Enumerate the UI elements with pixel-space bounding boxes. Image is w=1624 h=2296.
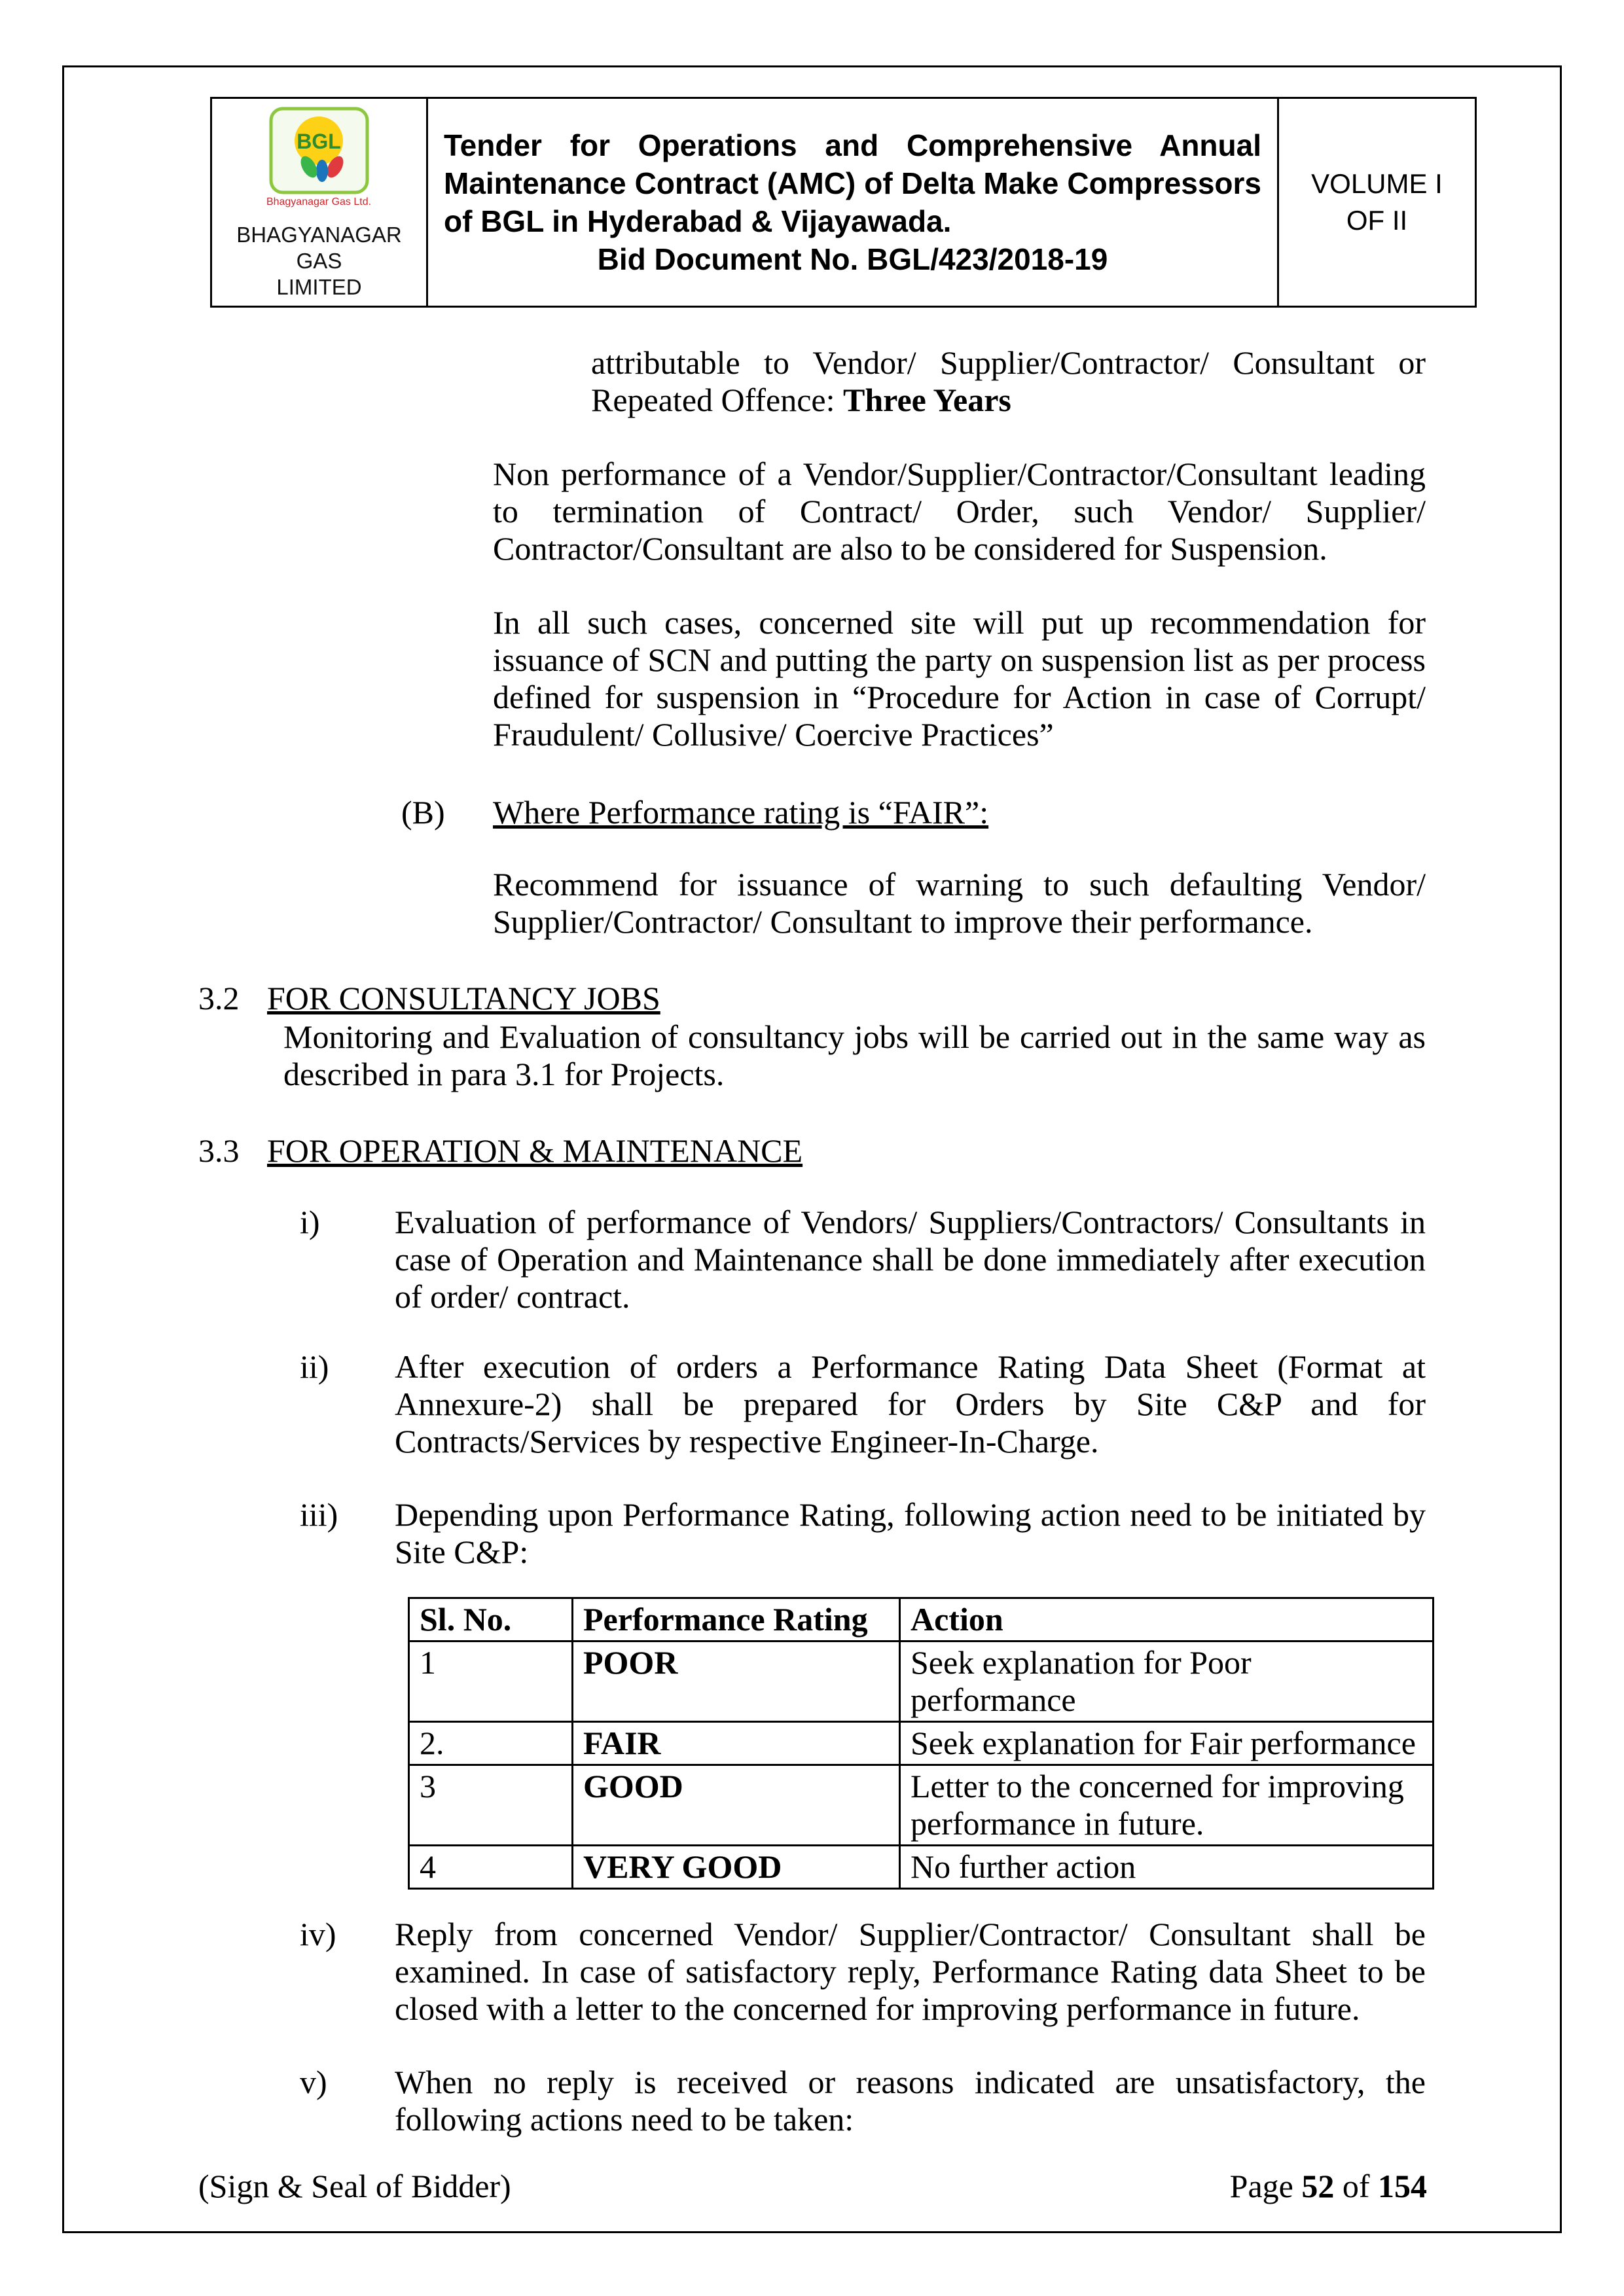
clause-b xyxy=(401,794,1426,831)
section-3-2-title: FOR CONSULTANCY JOBS xyxy=(267,980,660,1016)
bgl-logo-icon xyxy=(262,107,376,211)
logo-sub-text: Bhagyanagar Gas Ltd. xyxy=(266,196,372,207)
cell-action: Seek explanation for Fair performance xyxy=(900,1722,1434,1765)
header-sl-no: Sl. No. xyxy=(409,1598,573,1641)
section-3-3-number: 3.3 xyxy=(198,1132,240,1169)
header-performance-rating: Performance Rating xyxy=(573,1598,900,1641)
org-name-line1: BHAGYANAGAR GAS xyxy=(236,223,402,273)
table-row xyxy=(409,1641,1434,1722)
cell-sl: 4 xyxy=(409,1846,573,1889)
logo-abbr-text: BGL xyxy=(297,130,341,153)
volume-line2: OF II xyxy=(1346,205,1408,236)
section-3-2-body: Monitoring and Evaluation of consultancy jobs will be carried out in the same way as described in para 3.1 for Projects. xyxy=(283,1018,1426,1092)
list-item-iv-marker: iv) xyxy=(300,1916,336,1952)
cell-sl: 3 xyxy=(409,1765,573,1846)
cell-rating: VERY GOOD xyxy=(573,1846,900,1889)
para-in-all-cases: In all such cases, concerned site will put up recommendation for issuance of SCN and putting the party on suspension list as per process defined for suspension in “Procedure for Action in case of Corrupt/ Fraudulent/ Collusive/ Coercive Practices” xyxy=(493,604,1426,753)
cell-rating: GOOD xyxy=(573,1765,900,1846)
cell-action: No further action xyxy=(900,1846,1434,1889)
list-item-ii-text: After execution of orders a Performance Rating Data Sheet (Format at Annexure-2) shall be prepared for Orders by Site C&P and for Contracts/Services by respective Engineer-In-Charge. xyxy=(395,1348,1426,1460)
page-footer xyxy=(198,2168,1427,2205)
page-number xyxy=(1230,2168,1427,2205)
section-3-3-heading xyxy=(198,1132,1426,1170)
volume-cell xyxy=(1278,98,1476,307)
cell-action: Letter to the concerned for improving performance in future. xyxy=(900,1765,1434,1846)
list-item-ii-marker: ii) xyxy=(300,1348,329,1385)
header-action: Action xyxy=(900,1598,1434,1641)
clause-b-marker: (B) xyxy=(401,794,445,831)
para-recommend: Recommend for issuance of warning to such defaulting Vendor/ Supplier/Contractor/ Consultant to improve their performance. xyxy=(493,866,1426,940)
list-item-i-text: Evaluation of performance of Vendors/ Suppliers/Contractors/ Consultants in case of Operation and Maintenance shall be done immediately after execution of order/ contract. xyxy=(395,1204,1426,1315)
bid-document-number: Bid Document No. BGL/423/2018-19 xyxy=(597,242,1108,276)
table-row xyxy=(409,1765,1434,1846)
section-3-3-title: FOR OPERATION & MAINTENANCE xyxy=(267,1132,803,1169)
list-item-v xyxy=(300,2064,1426,2138)
sign-seal-note: (Sign & Seal of Bidder) xyxy=(198,2168,511,2204)
list-item-v-marker: v) xyxy=(300,2064,327,2100)
page-word: Page xyxy=(1229,2168,1302,2204)
list-item-ii xyxy=(300,1348,1426,1460)
cell-action: Seek explanation for Poor performance xyxy=(900,1641,1434,1722)
list-item-iii-marker: iii) xyxy=(300,1496,338,1533)
volume-line1: VOLUME I xyxy=(1311,168,1443,199)
list-item-iv xyxy=(300,1916,1426,2028)
cell-sl: 2. xyxy=(409,1722,573,1765)
clause-b-heading: Where Performance rating is “FAIR”: xyxy=(493,794,989,831)
list-item-i xyxy=(300,1204,1426,1316)
cell-rating: POOR xyxy=(573,1641,900,1722)
table-row xyxy=(409,1722,1434,1765)
list-item-iii-text: Depending upon Performance Rating, following action need to be initiated by Site C&P: xyxy=(395,1496,1426,1570)
page-border xyxy=(62,65,1562,2233)
table-header-row xyxy=(409,1598,1434,1641)
list-item-i-marker: i) xyxy=(300,1204,320,1240)
performance-rating-table xyxy=(408,1597,1434,1890)
section-3-2-heading xyxy=(198,980,1426,1017)
cell-rating: FAIR xyxy=(573,1722,900,1765)
list-item-iv-text: Reply from concerned Vendor/ Supplier/Contractor/ Consultant shall be examined. In case of satisfactory reply, Performance Rating data Sheet to be closed with a letter to the concerned for improving performance in future. xyxy=(395,1916,1426,2027)
of-word: of xyxy=(1334,2168,1378,2204)
document-title: Tender for Operations and Comprehensive Annual Maintenance Contract (AMC) of Delta Make Compressors of BGL in Hyderabad & Vijayawada. xyxy=(444,128,1261,238)
list-item-v-text: When no reply is received or reasons indicated are unsatisfactory, the following actions need to be taken: xyxy=(395,2064,1426,2138)
cell-sl: 1 xyxy=(409,1641,573,1722)
page-total: 154 xyxy=(1378,2168,1427,2204)
header-table xyxy=(210,97,1477,308)
org-name xyxy=(217,222,421,300)
table-row xyxy=(409,1846,1434,1889)
para-non-performance: Non performance of a Vendor/Supplier/Contractor/Consultant leading to termination of Contract/ Order, such Vendor/ Supplier/ Contractor/Consultant are also to be considered for Suspension. xyxy=(493,456,1426,567)
logo-cell xyxy=(211,98,427,307)
para-attributable-bold: Three Years xyxy=(843,382,1011,418)
org-name-line2: LIMITED xyxy=(276,275,362,299)
section-3-2-number: 3.2 xyxy=(198,980,240,1016)
document-content xyxy=(64,67,1560,2231)
para-attributable xyxy=(591,344,1426,419)
page-num: 52 xyxy=(1301,2168,1335,2204)
list-item-iii xyxy=(300,1496,1426,1571)
para-attributable-text: attributable to Vendor/ Supplier/Contractor/ Consultant or Repeated Offence: xyxy=(591,344,1426,418)
title-cell xyxy=(427,98,1278,307)
